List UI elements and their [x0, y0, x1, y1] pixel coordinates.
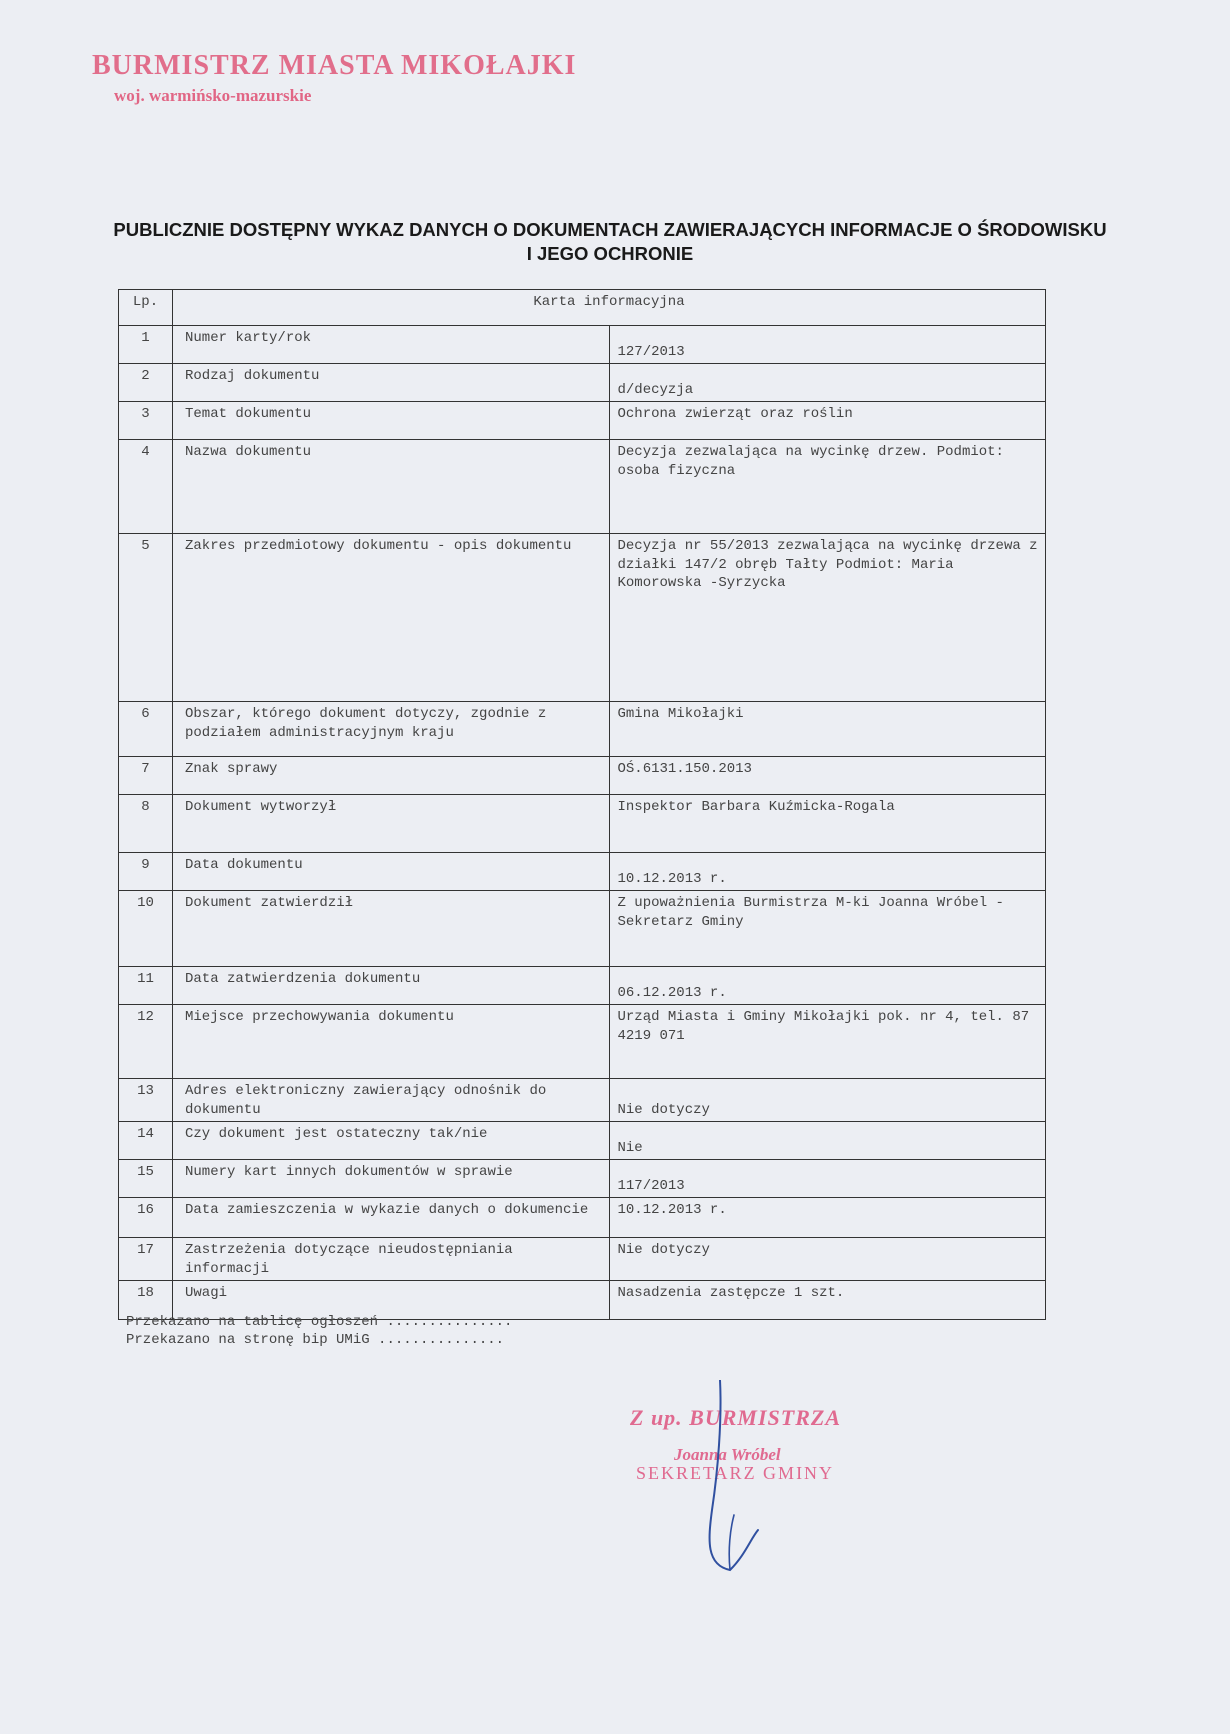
- table-row: [119, 326, 1046, 364]
- table-row: [119, 1198, 1046, 1238]
- row-value: Ochrona zwierząt oraz roślin: [609, 402, 1046, 440]
- table-row: [119, 853, 1046, 891]
- row-value: Inspektor Barbara Kuźmicka-Rogala: [609, 795, 1046, 853]
- row-label: Numery kart innych dokumentów w sprawie: [173, 1160, 610, 1198]
- row-label: Data zamieszczenia w wykazie danych o dokumencie: [173, 1198, 610, 1238]
- signature-stamp-line-1: Z up. BURMISTRZA: [630, 1405, 841, 1430]
- row-label: Czy dokument jest ostateczny tak/nie: [173, 1122, 610, 1160]
- row-value: 06.12.2013 r.: [609, 967, 1046, 1005]
- row-label: Zakres przedmiotowy dokumentu - opis dokumentu: [173, 534, 610, 702]
- mayor-stamp: [92, 50, 576, 106]
- row-number: 2: [119, 364, 173, 402]
- row-value: Nie dotyczy: [609, 1238, 1046, 1281]
- row-value: 127/2013: [609, 326, 1046, 364]
- row-label: Temat dokumentu: [173, 402, 610, 440]
- table-row: [119, 1122, 1046, 1160]
- row-label: Zastrzeżenia dotyczące nieudostępniania informacji: [173, 1238, 610, 1281]
- row-label: Numer karty/rok: [173, 326, 610, 364]
- table-row: [119, 440, 1046, 534]
- row-number: 17: [119, 1238, 173, 1281]
- header-lp: Lp.: [119, 290, 173, 326]
- row-number: 9: [119, 853, 173, 891]
- table-row: [119, 967, 1046, 1005]
- row-value: 10.12.2013 r.: [609, 1198, 1046, 1238]
- footer-line-board: Przekazano na tablicę ogłoszeń ...............: [126, 1314, 513, 1330]
- document-title: PUBLICZNIE DOSTĘPNY WYKAZ DANYCH O DOKUMENTACH ZAWIERAJĄCYCH INFORMACJE O ŚRODOWISKU I JEGO OCHRONIE: [113, 219, 1107, 264]
- row-number: 18: [119, 1281, 173, 1320]
- signature-stamp-line-2: Joanna Wróbel: [674, 1445, 781, 1464]
- row-label: Data dokumentu: [173, 853, 610, 891]
- row-value: OŚ.6131.150.2013: [609, 757, 1046, 795]
- info-card-table: [118, 289, 1046, 1320]
- row-value: Nie dotyczy: [609, 1079, 1046, 1122]
- table-row: [119, 1005, 1046, 1079]
- row-label: Nazwa dokumentu: [173, 440, 610, 534]
- row-number: 7: [119, 757, 173, 795]
- row-number: 13: [119, 1079, 173, 1122]
- table-row: [119, 702, 1046, 757]
- row-label: Dokument wytworzył: [173, 795, 610, 853]
- row-value: 117/2013: [609, 1160, 1046, 1198]
- row-value: d/decyzja: [609, 364, 1046, 402]
- row-value: Decyzja zezwalająca na wycinkę drzew. Podmiot: osoba fizyczna: [609, 440, 1046, 534]
- row-number: 5: [119, 534, 173, 702]
- row-label: Uwagi: [173, 1281, 610, 1320]
- row-number: 12: [119, 1005, 173, 1079]
- table-row: [119, 1238, 1046, 1281]
- row-label: Rodzaj dokumentu: [173, 364, 610, 402]
- table-row: [119, 1160, 1046, 1198]
- footer-line-bip: Przekazano na stronę bip UMiG ...............: [126, 1332, 505, 1348]
- row-label: Obszar, którego dokument dotyczy, zgodnie z podziałem administracyjnym kraju: [173, 702, 610, 757]
- table-row: [119, 534, 1046, 702]
- table-header-row: [119, 290, 1046, 326]
- row-label: Znak sprawy: [173, 757, 610, 795]
- footer-notes: [126, 1313, 512, 1349]
- row-value: Z upoważnienia Burmistrza M-ki Joanna Wróbel - Sekretarz Gminy: [609, 891, 1046, 967]
- row-number: 14: [119, 1122, 173, 1160]
- row-number: 3: [119, 402, 173, 440]
- stamp-line-2: woj. warmińsko-mazurskie: [114, 86, 312, 105]
- row-label: Adres elektroniczny zawierający odnośnik do dokumentu: [173, 1079, 610, 1122]
- table-row: [119, 891, 1046, 967]
- row-value: Decyzja nr 55/2013 zezwalająca na wycinkę drzewa z działki 147/2 obręb Tałty Podmiot: Maria Komorowska -Syrzycka: [609, 534, 1046, 702]
- row-number: 11: [119, 967, 173, 1005]
- row-value: 10.12.2013 r.: [609, 853, 1046, 891]
- row-value: Nie: [609, 1122, 1046, 1160]
- table-row: [119, 364, 1046, 402]
- table-row: [119, 1079, 1046, 1122]
- row-number: 6: [119, 702, 173, 757]
- row-label: Dokument zatwierdził: [173, 891, 610, 967]
- row-number: 15: [119, 1160, 173, 1198]
- stamp-line-1: BURMISTRZ MIASTA MIKOŁAJKI: [92, 50, 577, 81]
- row-number: 4: [119, 440, 173, 534]
- table-row: [119, 795, 1046, 853]
- row-number: 10: [119, 891, 173, 967]
- signature-stamp-line-3: SEKRETARZ GMINY: [636, 1463, 835, 1483]
- row-label: Miejsce przechowywania dokumentu: [173, 1005, 610, 1079]
- row-value: Urząd Miasta i Gminy Mikołajki pok. nr 4, tel. 87 4219 071: [609, 1005, 1046, 1079]
- row-number: 1: [119, 326, 173, 364]
- row-value: Gmina Mikołajki: [609, 702, 1046, 757]
- table-row: [119, 402, 1046, 440]
- row-label: Data zatwierdzenia dokumentu: [173, 967, 610, 1005]
- row-number: 16: [119, 1198, 173, 1238]
- row-value: Nasadzenia zastępcze 1 szt.: [609, 1281, 1046, 1320]
- table-row: [119, 757, 1046, 795]
- header-karta: Karta informacyjna: [173, 290, 1046, 326]
- handwritten-signature: [700, 1380, 780, 1580]
- row-number: 8: [119, 795, 173, 853]
